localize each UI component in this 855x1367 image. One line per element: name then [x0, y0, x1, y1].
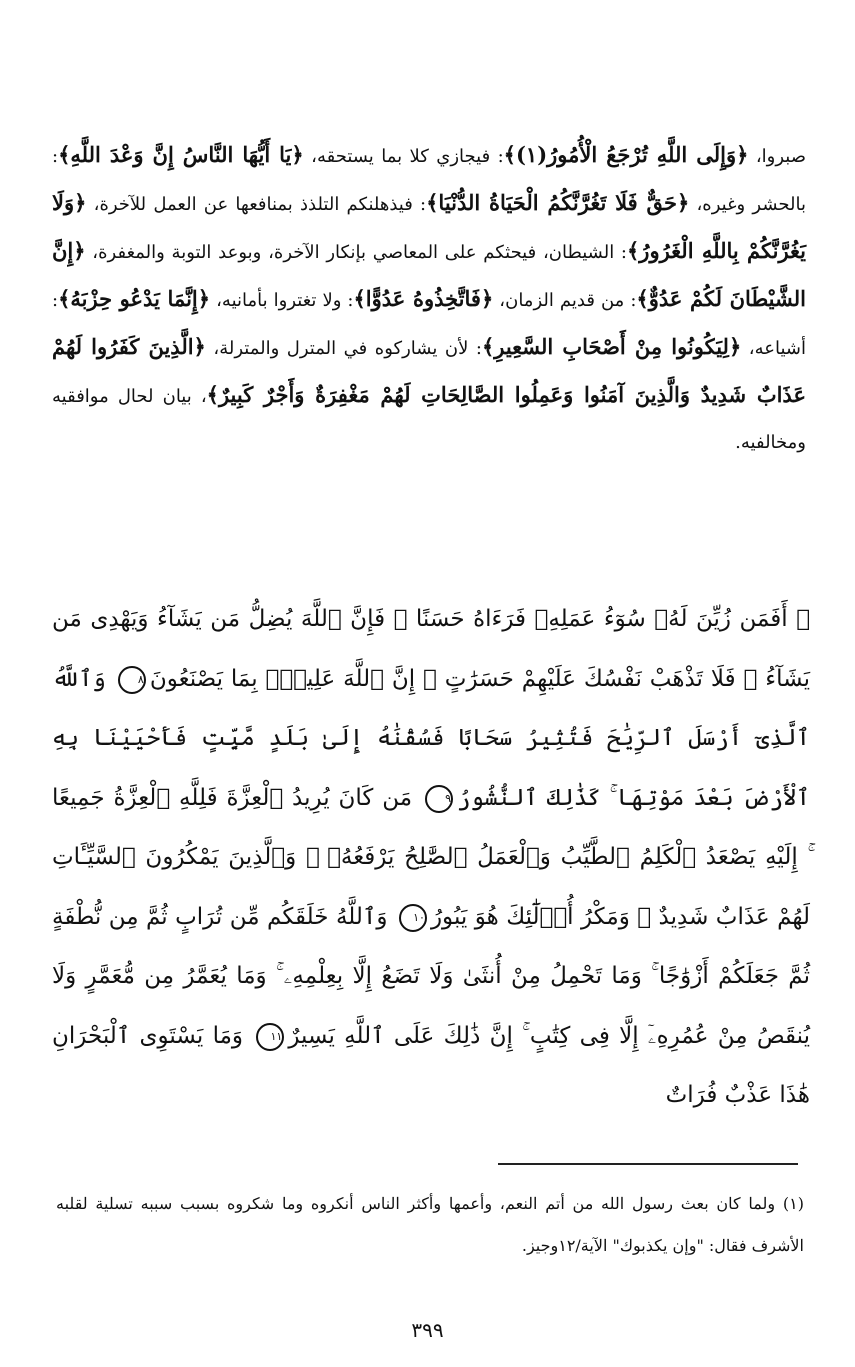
commentary-text: : ولا تغتروا بأمانيه،	[210, 290, 354, 311]
quoted-verse: ﴿لِيَكُونُوا مِنْ أَصْحَابِ السَّعِيرِ﴾	[481, 334, 742, 359]
commentary-text: صبروا،	[748, 146, 806, 167]
commentary-text: : فيجازي كلا بما يستحقه،	[303, 146, 504, 167]
commentary-text: ، بيان لحال موافقيه ومخالفيه.	[52, 386, 806, 453]
commentary-text: : فيذهلنكم التلذذ بمنافعها عن العمل للآخرة،	[86, 194, 427, 215]
commentary-text: : من قديم الزمان،	[493, 290, 637, 311]
footnote-separator	[498, 1163, 798, 1165]
quran-paragraph	[52, 590, 810, 1126]
verse-number-marker: ٩	[425, 785, 453, 813]
verse-text: ﴿ أَفَمَن زُيِّنَ لَهُۥ سُوٓءُ عَمَلِهِۦ فَرَءَاهُ حَسَنًا ۖ فَإِنَّ ٱللَّهَ يُضِلُّ مَن يَشَآءُ وَيَهْدِى مَن يَشَآءُ ۖ فَلَا تَذْهَبْ نَفْسُكَ عَلَيْهِمْ حَسَرَٰتٍ ۚ إِنَّ ٱللَّهَ عَلِيمٌۢ بِمَا يَصْنَعُونَ	[52, 606, 810, 692]
verse-number-marker: ١١	[256, 1023, 284, 1051]
tafsir-commentary	[52, 132, 806, 466]
verse-number-marker: ١٠	[399, 904, 427, 932]
commentary-text: : الشيطان، فيحثكم على المعاصي بإنكار الآخرة، وبوعد التوبة والمغفرة،	[85, 242, 627, 263]
verse-text: وَٱللَّهُ ٱلَّذِىٓ أَرْسَلَ ٱلرِّيَٰحَ فَتُثِيرُ سَحَابًا فَسُقْنَٰهُ إِلَىٰ بَلَدٍ مَّيِّتٍ فَأَحْيَيْنَا بِهِ ٱلْأَرْضَ بَعْدَ مَوْتِهَا ۚ كَذَٰلِكَ ٱلنُّشُورُ	[52, 665, 811, 811]
commentary-text: : أشياعه،	[52, 290, 806, 359]
footnote	[56, 1183, 804, 1267]
quoted-verse: ﴿وَإِلَى اللَّهِ تُرْجَعُ الْأُمُورُ(١)﴾	[503, 142, 749, 167]
quoted-verse: ﴿حَقٌّ فَلَا تَغُرَّنَّكُمُ الْحَيَاةُ الدُّنْيَا﴾	[426, 190, 690, 215]
footnote-text: (١) ولما كان بعث رسول الله من أتم النعم، وأعمها وأكثر الناس أنكروه وما شكروه بسبب سببه تسلية لقلبه الأشرف فقال: "وإن يكذبوك" الآية/١٢وجيز.	[56, 1194, 804, 1255]
quoted-verse: ﴿الَّذِينَ كَفَرُوا لَهُمْ عَذَابٌ شَدِيدٌ وَالَّذِينَ آمَنُوا وَعَمِلُوا الصَّالِحَاتِ لَهُمْ مَغْفِرَةٌ وَأَجْرٌ كَبِيرٌ﴾	[52, 334, 806, 407]
quoted-verse: ﴿فَاتَّخِذُوهُ عَدُوًّا﴾	[353, 286, 494, 311]
verse-text: وَمَا يَسْتَوِى ٱلْبَحْرَانِ هَٰذَا عَذْبٌ فُرَاتٌ	[52, 1022, 810, 1108]
quoted-verse: ﴿يَا أَيُّهَا النَّاسُ إِنَّ وَعْدَ اللَّهِ﴾	[58, 142, 304, 167]
page-number: ٣٩٩	[411, 1318, 444, 1342]
quoted-verse: ﴿إِنَّمَا يَدْعُو حِزْبَهُ﴾	[58, 286, 211, 311]
quran-text	[52, 590, 810, 1126]
commentary-text: : لأن يشاركوه في المترل والمترلة،	[205, 338, 482, 359]
verse-text: وَٱللَّهُ خَلَقَكُم مِّن تُرَابٍ ثُمَّ مِن نُّطْفَةٍ ثُمَّ جَعَلَكُمْ أَزْوَٰجًا ۚ وَمَا تَحْمِلُ مِنْ أُنثَىٰ وَلَا تَضَعُ إِلَّا بِعِلْمِهِۦ ۚ وَمَا يُعَمَّرُ مِن مُّعَمَّرٍ وَلَا يُنقَصُ مِنْ عُمُرِهِۦٓ إِلَّا فِى كِتَٰبٍ ۚ إِنَّ ذَٰلِكَ عَلَى ٱللَّهِ يَسِيرٌ	[52, 903, 810, 1049]
quoted-verse: ﴿إِنَّ الشَّيْطَانَ لَكُمْ عَدُوٌّ﴾	[52, 238, 806, 311]
verse-number-marker: ٨	[118, 666, 146, 694]
verse-text: مَن كَانَ يُرِيدُ ٱلْعِزَّةَ فَلِلَّهِ ٱلْعِزَّةُ جَمِيعًا ۚ إِلَيْهِ يَصْعَدُ ٱلْكَلِمُ ٱلطَّيِّبُ وَٱلْعَمَلُ ٱلصَّٰلِحُ يَرْفَعُهُۥ ۚ وَٱلَّذِينَ يَمْكُرُونَ ٱلسَّيِّـَٔاتِ لَهُمْ عَذَابٌ شَدِيدٌ ۖ وَمَكْرُ أُو۟لَٰٓئِكَ هُوَ يَبُورُ	[52, 784, 811, 930]
tafsir-paragraph	[52, 132, 806, 466]
commentary-text: : بالحشر وغيره،	[52, 146, 806, 215]
quoted-verse: ﴿وَلَا يَغُرَّنَّكُمْ بِاللَّهِ الْغَرُورُ﴾	[52, 190, 807, 263]
